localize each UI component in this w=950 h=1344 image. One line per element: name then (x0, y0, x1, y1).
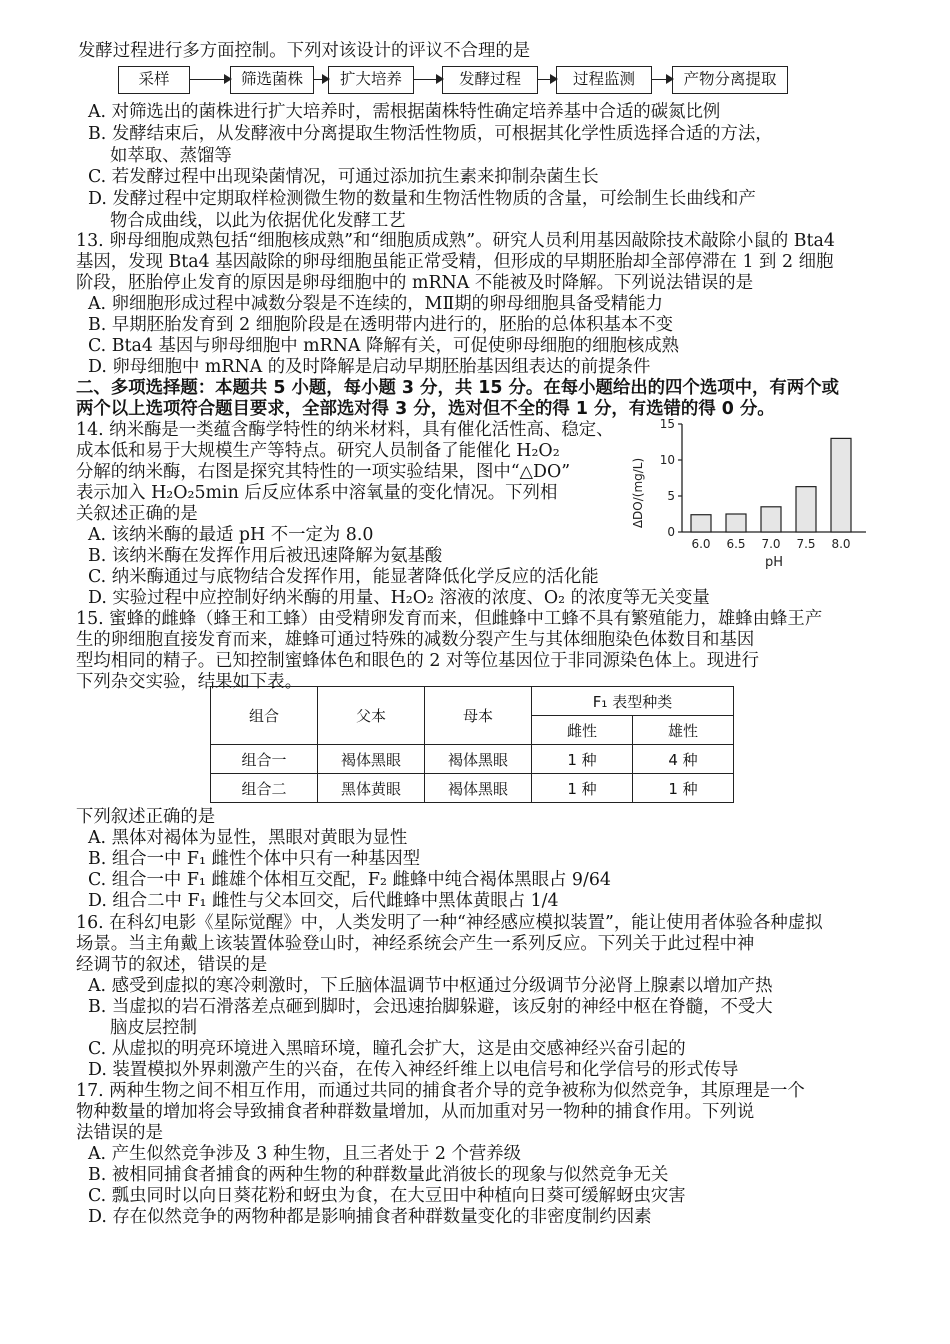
flow-arrow (538, 79, 556, 80)
q16-option-b: B. 当虚拟的岩石滑落差点砸到脚时，会迅速抬脚躲避，该反射的神经中枢在脊髓，不受大 (88, 997, 773, 1017)
chart-x-tick-label: 6.0 (691, 537, 711, 551)
q14-stem: 关叙述正确的是 (76, 504, 198, 524)
chart-y-tick-label: 15 (659, 418, 675, 431)
q14-stem: 成本低和易于大规模生产等特点。研究人员制备了能催化 H₂O₂ (76, 441, 560, 461)
q16-option-d: D. 装置模拟外界刺激产生的兴奋，在传入神经纤维上以电信号和化学信号的形式传导 (88, 1060, 739, 1080)
q16-stem: 场景。当主角戴上该装置体验登山时，神经系统会产生一系列反应。下列关于此过程中神 (76, 934, 755, 954)
q15-stem: 生的卵细胞直接发育而来，雄蜂可通过特殊的减数分裂产生与其体细胞染色体数目和基因 (76, 630, 755, 650)
table-cell: 4 种 (632, 745, 733, 774)
q14-option-d: D. 实验过程中应控制好纳米酶的用量、H₂O₂ 溶液的浓度、O₂ 的浓度等无关变量 (88, 588, 710, 608)
chart-x-tick-label: 6.5 (726, 537, 746, 551)
q12-option-d-cont: 物合成曲线，以此为依据优化发酵工艺 (110, 211, 406, 231)
q14-stem: 表示加入 H₂O₂5min 后反应体系中溶氧量的变化情况。下列相 (76, 483, 558, 503)
q16-option-a: A. 感受到虚拟的寒冷刺激时，下丘脑体温调节中枢通过分级调节分泌肾上腺素以增加产热 (88, 976, 773, 996)
q13-stem: 阶段，胚胎停止发育的原因是卵母细胞中的 mRNA 不能被及时降解。下列说法错误的是 (76, 273, 754, 293)
q17-option-b: B. 被相同捕食者捕食的两种生物的种群数量此消彼长的现象与似然竞争无关 (88, 1165, 669, 1185)
chart-x-tick-label: 8.0 (831, 537, 851, 551)
q15-option-a: A. 黑体对褐体为显性，黑眼对黄眼为显性 (88, 828, 408, 848)
q15-option-c: C. 组合一中 F₁ 雌雄个体相互交配，F₂ 雌蜂中纯合褐体黑眼占 9/64 (88, 870, 611, 890)
table-header-mother: 母本 (425, 687, 532, 745)
q14-stem: 分解的纳米酶，右图是探究其特性的一项实验结果，图中“△DO” (76, 462, 571, 482)
chart-bar (726, 514, 746, 532)
q12-option-b: B. 发酵结束后，从发酵液中分离提取生物活性物质，可根据其化学性质选择合适的方法， (88, 124, 773, 144)
table-row (211, 774, 734, 803)
table-header-f1: F₁ 表型种类 (532, 687, 734, 716)
q14-option-a: A. 该纳米酶的最适 pH 不一定为 8.0 (88, 525, 374, 545)
table-row (211, 745, 734, 774)
q15-prompt: 下列叙述正确的是 (76, 807, 216, 827)
flow-step-sampling: 采样 (118, 66, 190, 94)
flow-arrow (414, 79, 442, 80)
q13-option-b: B. 早期胚胎发育到 2 细胞阶段是在透明带内进行的，胚胎的总体积基本不变 (88, 315, 674, 335)
q14-option-b: B. 该纳米酶在发挥作用后被迅速降解为氨基酸 (88, 546, 443, 566)
section2-heading-cont: 两个以上选项符合题目要求，全部选对得 3 分，选对但不全的得 1 分，有选错的得 0 分。 (76, 399, 775, 419)
q17-stem: 17. 两种生物之间不相互作用，而通过共同的捕食者介导的竞争被称为似然竞争，其原理是一个 (76, 1081, 805, 1101)
q16-option-c: C. 从虚拟的明亮环境进入黑暗环境，瞳孔会扩大，这是由交感神经兴奋引起的 (88, 1039, 686, 1059)
flow-step-extraction: 产物分离提取 (672, 66, 788, 94)
q12-intro: 发酵过程进行多方面控制。下列对该设计的评议不合理的是 (78, 41, 531, 61)
q17-option-c: C. 瓢虫同时以向日葵花粉和蚜虫为食，在大豆田中种植向日葵可缓解蚜虫灾害 (88, 1186, 686, 1206)
chart-y-tick-label: 5 (667, 489, 675, 503)
table-cell: 组合二 (211, 774, 318, 803)
q17-option-a: A. 产生似然竞争涉及 3 种生物，且三者处于 2 个营养级 (88, 1144, 522, 1164)
chart-y-tick-label: 0 (667, 525, 675, 539)
chart-y-label: ΔDO/(mg/L) (631, 457, 645, 529)
table-cell: 1 种 (632, 774, 733, 803)
chart-bar (691, 515, 711, 532)
flow-arrow (652, 79, 672, 80)
table-cell: 组合一 (211, 745, 318, 774)
chart-x-tick-label: 7.5 (796, 537, 816, 551)
q14-stem: 14. 纳米酶是一类蕴含酶学特性的纳米材料，具有催化活性高、稳定、 (76, 420, 614, 440)
table-cell: 褐体黑眼 (318, 745, 425, 774)
q13-option-d: D. 卵母细胞中 mRNA 的及时降解是启动早期胚胎基因组表达的前提条件 (88, 357, 651, 377)
q13-stem: 基因，发现 Bta4 基因敲除的卵母细胞虽能正常受精，但形成的早期胚胎却全部停滞在 1 到 2 细胞 (76, 252, 834, 272)
q17-option-d: D. 存在似然竞争的两物种都是影响捕食者种群数量变化的非密度制约因素 (88, 1207, 652, 1227)
ph-do-bar-chart (626, 418, 874, 570)
table-header-father: 父本 (318, 687, 425, 745)
table-header-male: 雄性 (632, 716, 733, 745)
q12-option-a: A. 对筛选出的菌株进行扩大培养时，需根据菌株特性确定培养基中合适的碳氮比例 (88, 102, 721, 122)
chart-bar (796, 487, 816, 532)
q13-option-a: A. 卵细胞形成过程中减数分裂是不连续的，MⅡ期的卵母细胞具备受精能力 (88, 294, 663, 314)
table-cell: 褐体黑眼 (425, 774, 532, 803)
chart-bar (761, 507, 781, 532)
q13-option-c: C. Bta4 基因与卵母细胞中 mRNA 降解有关，可促使卵母细胞的细胞核成熟 (88, 336, 680, 356)
q15-option-d: D. 组合二中 F₁ 雌性与父本回交，后代雌蜂中黑体黄眼占 1/4 (88, 891, 559, 911)
q17-stem: 物种数量的增加将会导致捕食者种群数量增加，从而加重对另一物种的捕食作用。下列说 (76, 1102, 755, 1122)
flow-arrow (190, 79, 230, 80)
q12-option-d: D. 发酵过程中定期取样检测微生物的数量和生物活性物质的含量，可绘制生长曲线和产 (88, 189, 756, 209)
q12-option-b-cont: 如萃取、蒸馏等 (110, 146, 232, 166)
cross-results-table (210, 686, 734, 803)
table-header-group: 组合 (211, 687, 318, 745)
q16-stem: 经调节的叙述，错误的是 (76, 955, 268, 975)
q16-option-b-cont: 脑皮层控制 (110, 1018, 197, 1038)
q15-stem: 15. 蜜蜂的雌蜂（蜂王和工蜂）由受精卵发育而来，但雌蜂中工蜂不具有繁殖能力，雄蜂由蜂王产 (76, 609, 823, 629)
chart-x-label: pH (764, 555, 784, 570)
chart-x-tick-label: 7.0 (761, 537, 781, 551)
table-cell: 1 种 (532, 774, 633, 803)
flow-step-expansion: 扩大培养 (328, 66, 414, 94)
q13-stem: 13. 卵母细胞成熟包括“细胞核成熟”和“细胞质成熟”。研究人员利用基因敲除技术敲除小鼠的 Bta4 (76, 231, 835, 251)
q15-option-b: B. 组合一中 F₁ 雌性个体中只有一种基因型 (88, 849, 421, 869)
section2-heading: 二、多项选择题：本题共 5 小题，每小题 3 分，共 15 分。在每小题给出的四个选项中，有两个或 (76, 378, 839, 398)
flow-step-screening: 筛选菌株 (230, 66, 314, 94)
flow-step-fermentation: 发酵过程 (442, 66, 538, 94)
q12-option-c: C. 若发酵过程中出现染菌情况，可通过添加抗生素来抑制杂菌生长 (88, 167, 599, 187)
table-cell: 黑体黄眼 (318, 774, 425, 803)
table-cell: 褐体黑眼 (425, 745, 532, 774)
flow-step-monitoring: 过程监测 (556, 66, 652, 94)
q16-stem: 16. 在科幻电影《星际觉醒》中，人类发明了一种“神经感应模拟装置”，能让使用者体验各种虚拟 (76, 913, 823, 933)
flow-arrow (314, 79, 328, 80)
table-header-female: 雌性 (532, 716, 633, 745)
q15-stem: 型均相同的精子。已知控制蜜蜂体色和眼色的 2 对等位基因位于非同源染色体上。现进行 (76, 651, 759, 671)
q14-option-c: C. 纳米酶通过与底物结合发挥作用，能显著降低化学反应的活化能 (88, 567, 599, 587)
table-cell: 1 种 (532, 745, 633, 774)
chart-bar (831, 438, 851, 532)
q15-stem: 下列杂交实验，结果如下表。 (76, 672, 303, 692)
chart-y-tick-label: 10 (659, 453, 675, 467)
q17-stem: 法错误的是 (76, 1123, 163, 1143)
